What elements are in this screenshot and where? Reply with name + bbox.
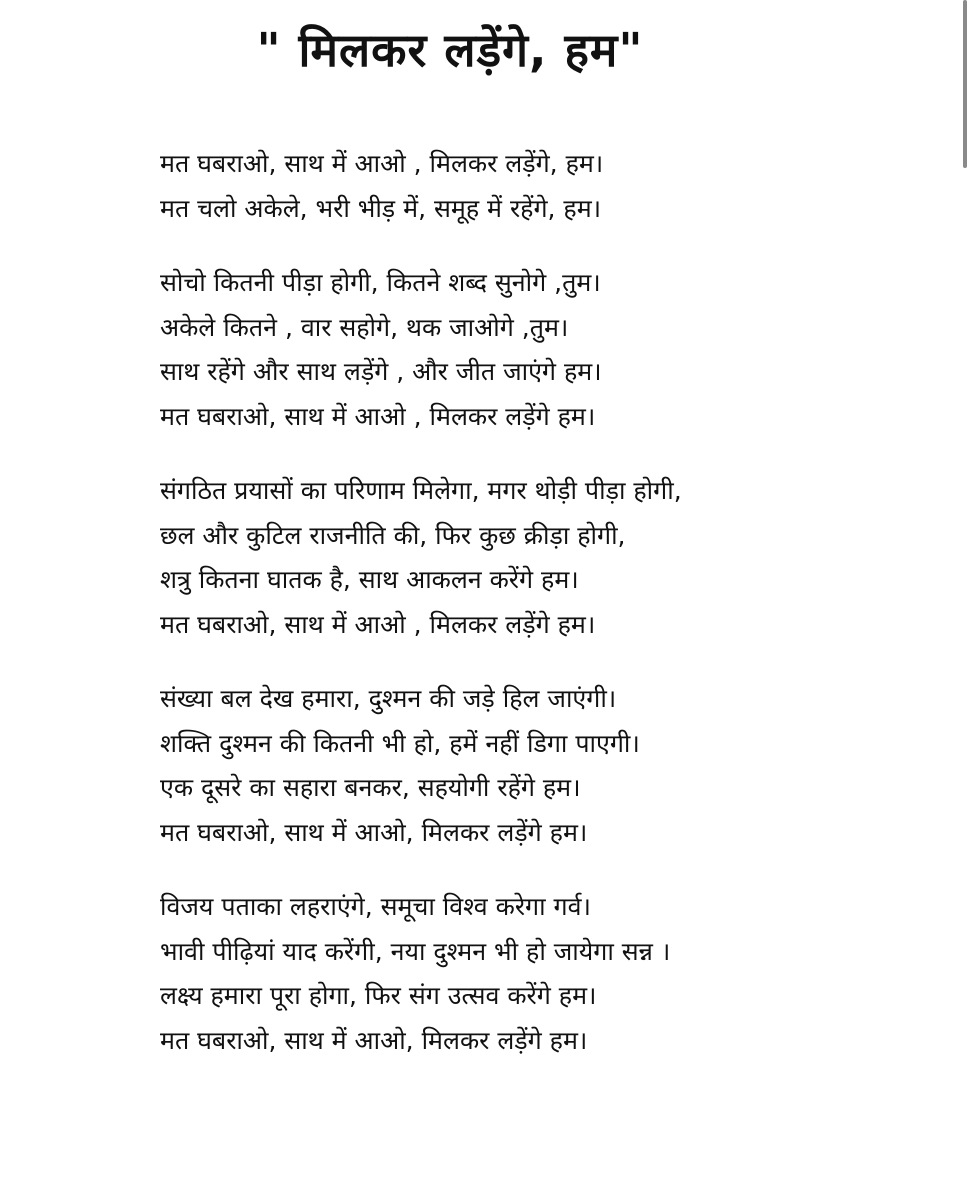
scrollbar[interactable]: [963, 0, 967, 168]
poem-line: संगठित प्रयासों का परिणाम मिलेगा, मगर थोड़ी पीड़ा होगी,: [160, 476, 682, 505]
poem-line: भावी पीढ़ियां याद करेंगी, नया दुश्मन भी हो जायेगा सन्न ।: [160, 936, 671, 966]
poem-line: मत घबराओ, साथ में आओ , मिलकर लड़ेंगे हम।: [160, 609, 596, 639]
poem-line: मत चलो अकेले, भरी भीड़ में, समूह में रहेंगे, हम।: [160, 193, 602, 223]
stanza-2: [160, 261, 950, 439]
poem-line: मत घबराओ, साथ में आओ , मिलकर लड़ेंगे हम।: [160, 401, 596, 431]
poem-line: मत घबराओ, साथ में आओ, मिलकर लड़ेंगे हम।: [160, 1025, 588, 1055]
poem-line: साथ रहेंगे और साथ लड़ेंगे , और जीत जाएंगे हम।: [160, 357, 602, 386]
poem-line: मत घबराओ, साथ में आओ , मिलकर लड़ेंगे, हम।: [160, 149, 604, 178]
poem-line: लक्ष्य हमारा पूरा होगा, फिर संग उत्सव करेंगे हम।: [160, 981, 597, 1010]
poem-line: शक्ति दुश्मन की कितनी भी हो, हमें नहीं डिगा पाएगी।: [160, 728, 640, 758]
stanza-4: [160, 677, 950, 855]
poem-body: [160, 142, 950, 1093]
poem-line: अकेले कितने , वार सहोगे, थक जाओगे ,तुम।: [160, 312, 569, 342]
poem-line: एक दूसरे का सहारा बनकर, सहयोगी रहेंगे हम।: [160, 773, 581, 802]
poem-title: " मिलकर लड़ेंगे, हम": [256, 23, 644, 77]
poem-line: संख्या बल देख हमारा, दुश्मन की जड़े हिल जाएंगी।: [160, 684, 617, 713]
stanza-3: [160, 469, 950, 647]
poem-line: मत घबराओ, साथ में आओ, मिलकर लड़ेंगे हम।: [160, 817, 588, 847]
poem-line: विजय पताका लहराएंगे, समूचा विश्व करेगा गर्व।: [160, 892, 592, 921]
poem-line: शत्रु कितना घातक है, साथ आकलन करेंगे हम।: [160, 565, 579, 594]
poem-line: छल और कुटिल राजनीति की, फिर कुछ क्रीड़ा होगी,: [160, 520, 626, 550]
stanza-5: [160, 885, 950, 1063]
stanza-1: [160, 142, 950, 231]
poem-line: सोचो कितनी पीड़ा होगी, कितने शब्द सुनोगे ,तुम।: [160, 268, 601, 297]
